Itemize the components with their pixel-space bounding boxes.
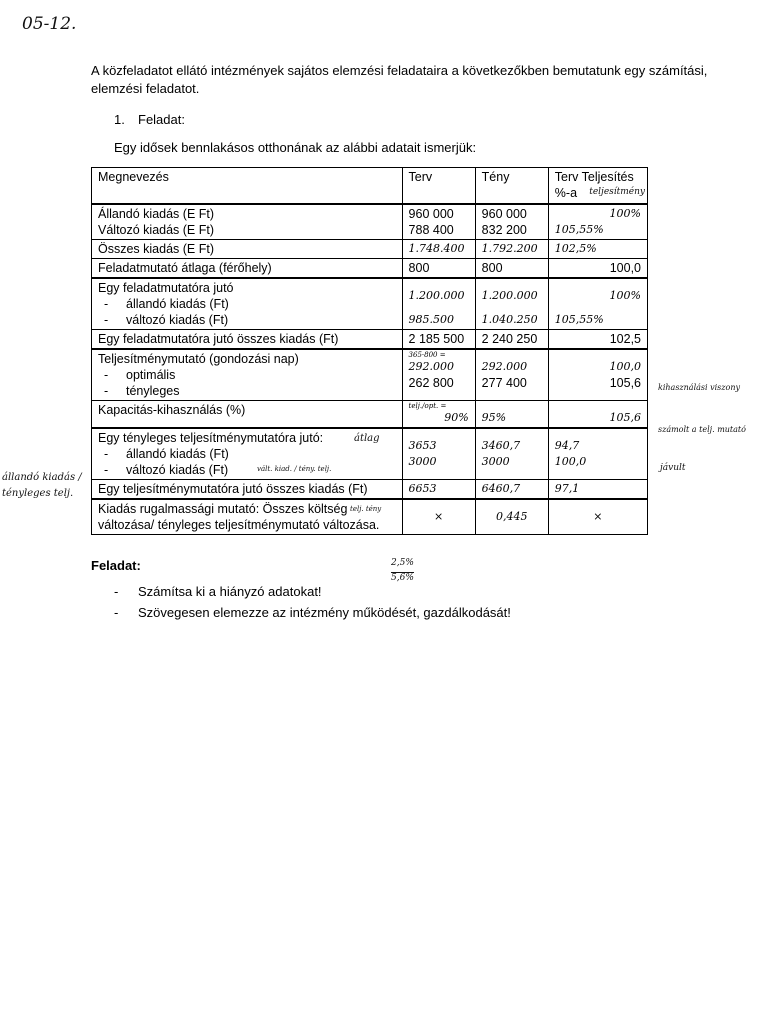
header-teljesites: [548, 168, 647, 204]
hw-note-kapacitas: számolt a telj. mutató: [658, 425, 746, 434]
row5-teny: 2 240 250: [475, 329, 548, 349]
row9-label: Egy teljesítménymutatóra jutó összes kiadás (Ft): [92, 479, 403, 499]
table-header-row: [92, 168, 648, 204]
hw-margin-left: állandó kiadás / tényleges telj.: [2, 472, 82, 499]
row1-pct: 100% 105,55%: [548, 204, 647, 240]
row8-terv: 3653 3000: [402, 428, 475, 480]
task-heading: [114, 111, 185, 129]
row6-teny: 292.000 277 400: [475, 349, 548, 401]
table-row: [92, 349, 648, 401]
list-item: - Számítsa ki a hiányzó adatokat!: [114, 584, 322, 599]
footer-title: Feladat:: [91, 558, 141, 573]
row8-pct: 94,7 100,0: [548, 428, 647, 480]
row10-label: Kiadás rugalmassági mutató: Összes költség változása/ tényleges teljesítménymutató változása. telj. tény: [92, 499, 403, 535]
row6-pct: 100,0 105,6: [548, 349, 647, 401]
header-terv: Terv: [402, 168, 475, 204]
data-sentence: Egy idősek bennlakásos otthonának az alábbi adatait ismerjük:: [114, 140, 477, 155]
row7-label: Kapacitás-kihasználás (%): [92, 400, 403, 428]
hw-header-extra: teljesítmény: [589, 187, 645, 197]
hw-elasticity-top: 2,5%: [391, 558, 414, 568]
row3-teny: 800: [475, 258, 548, 278]
handwritten-date: 05-12.: [22, 14, 77, 34]
header-teny: Tény: [475, 168, 548, 204]
row10-terv: ×: [402, 499, 475, 535]
table-row: [92, 258, 648, 278]
table-row: [92, 278, 648, 330]
task-number: 1.: [114, 112, 125, 127]
hw-elasticity-bottom: 5,6%: [391, 573, 414, 583]
header-megnevezes: Megnevezés: [92, 168, 403, 204]
row3-label: Feladatmutató átlaga (férőhely): [92, 258, 403, 278]
row5-terv: 2 185 500: [402, 329, 475, 349]
row6-label: Teljesítménymutató (gondozási nap) - optimális - tényleges: [92, 349, 403, 401]
table-row: [92, 204, 648, 240]
row4-label: Egy feladatmutatóra jutó - állandó kiadás (Ft) - változó kiadás (Ft): [92, 278, 403, 330]
row7-pct: 105,6: [548, 400, 647, 428]
list-item: - Szövegesen elemezze az intézmény működését, gazdálkodását!: [114, 605, 511, 620]
row3-terv: 800: [402, 258, 475, 278]
row10-pct: ×: [548, 499, 647, 535]
row4-pct: 100% 105,55%: [548, 278, 647, 330]
row2-teny: 1.792.200: [475, 239, 548, 258]
row2-pct: 102,5%: [548, 239, 647, 258]
row9-pct: 97,1: [548, 479, 647, 499]
table-row: [92, 499, 648, 535]
table-row: [92, 400, 648, 428]
row7-terv: telj./opt. = 90%: [402, 400, 475, 428]
row9-teny: 6460,7: [475, 479, 548, 499]
intro-paragraph: A közfeladatot ellátó intézmények sajátos elemzési feladataira a következőkben bemutatunk egy számítási, elemzési feladatot.: [91, 63, 708, 96]
hw-note-teljesitmeny: kihasználási viszony: [658, 383, 740, 392]
task-label: Feladat:: [138, 112, 185, 127]
row2-terv: 1.748.400: [402, 239, 475, 258]
row10-teny: 0,445: [475, 499, 548, 535]
row8-label: Egy tényleges teljesítménymutatóra jutó: - állandó kiadás (Ft) - változó kiadás (Ft) átlag vált. kiad. / tény. telj.: [92, 428, 403, 480]
header-teljesites-label: Terv Teljesítés %-a: [554, 170, 634, 200]
hw-valt-kiad-note: vált. kiad. / tény. telj.: [257, 464, 332, 473]
row7-teny: 95%: [475, 400, 548, 428]
row1-terv: 960 000 788 400: [402, 204, 475, 240]
hw-elast-note: telj. tény: [350, 504, 382, 513]
table-row: [92, 479, 648, 499]
table-row: [92, 329, 648, 349]
row5-pct: 102,5: [548, 329, 647, 349]
hw-egy-teny-note: átlag: [354, 432, 380, 444]
row2-label: Összes kiadás (E Ft): [92, 239, 403, 258]
row4-teny: 1.200.000 1.040.250: [475, 278, 548, 330]
row5-label: Egy feladatmutatóra jutó összes kiadás (Ft): [92, 329, 403, 349]
data-table: [91, 167, 648, 535]
row9-terv: 6653: [402, 479, 475, 499]
row1-teny: 960 000 832 200: [475, 204, 548, 240]
hw-note-egy-teny: jávult: [660, 463, 686, 473]
row3-pct: 100,0: [548, 258, 647, 278]
row6-terv: 365·800 = 292.000 262 800: [402, 349, 475, 401]
row4-terv: 1.200.000 985.500: [402, 278, 475, 330]
table-row: [92, 239, 648, 258]
table-row: [92, 428, 648, 480]
row1-label: Állandó kiadás (E Ft) Változó kiadás (E Ft): [92, 204, 403, 240]
row8-teny: 3460,7 3000: [475, 428, 548, 480]
